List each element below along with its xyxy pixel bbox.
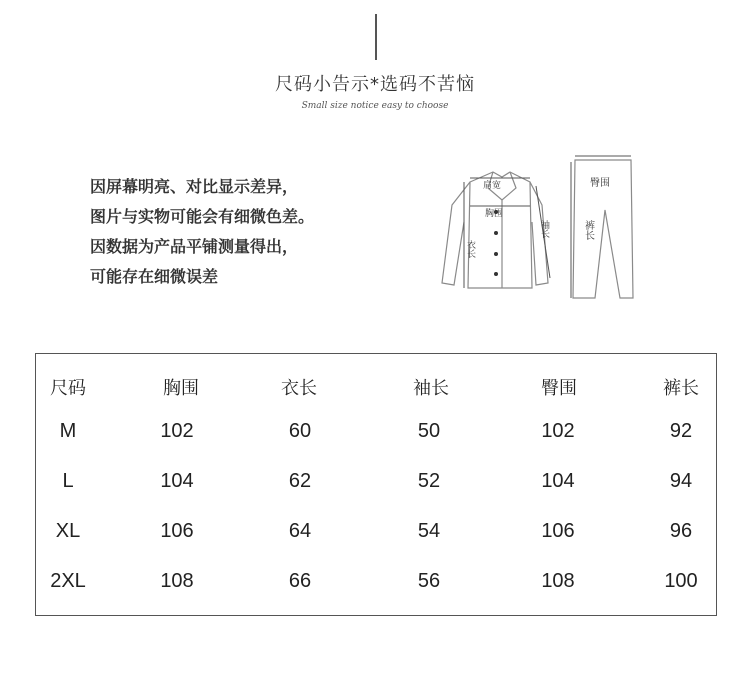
- table-header-sleeve: 袖长: [413, 378, 449, 399]
- measurement-diagram: [430, 150, 650, 310]
- table-header-size: 尺码: [50, 378, 86, 399]
- button-icon: [494, 272, 498, 276]
- table-cell: 2XL: [50, 570, 86, 592]
- table-header-chest: 胸围: [163, 378, 199, 399]
- page-subtitle: Small size notice easy to choose: [301, 101, 449, 111]
- table-cell: L: [62, 470, 74, 492]
- pajama-measure-illustration: [430, 150, 650, 310]
- table-cell: 94: [669, 470, 693, 492]
- table-cell: 54: [417, 520, 441, 542]
- label-shoulder: 肩宽: [483, 181, 502, 191]
- label-chest: 胸围: [485, 209, 504, 219]
- table-cell: 50: [417, 420, 441, 442]
- page-title: 尺码小告示*选码不苦恼: [275, 74, 475, 95]
- shirt-left-sleeve: [442, 182, 470, 285]
- top-divider-line: [375, 14, 377, 60]
- table-cell: 102: [541, 420, 575, 442]
- label-length: 衣长: [465, 240, 475, 258]
- table-cell: XL: [55, 520, 81, 542]
- table-cell: 52: [417, 470, 441, 492]
- button-icon: [494, 252, 498, 256]
- table-cell: 60: [288, 420, 312, 442]
- note-line: 因屏幕明亮、对比显示差异，: [90, 177, 299, 196]
- table-cell: 66: [288, 570, 312, 592]
- table-cell: 106: [541, 520, 575, 542]
- table-cell: 100: [664, 570, 698, 592]
- color-difference-note: [90, 172, 314, 292]
- note-line: 因数据为产品平铺测量得出，: [90, 237, 299, 256]
- table-header-pants-length: 裤长: [663, 378, 699, 399]
- note-line: 可能存在细微误差: [90, 267, 219, 286]
- table-header-top-length: 衣长: [281, 378, 317, 399]
- table-cell: 62: [288, 470, 312, 492]
- label-sleeve: 袖长: [539, 220, 549, 238]
- table-cell: 104: [541, 470, 575, 492]
- table-cell: 96: [669, 520, 693, 542]
- table-cell: 106: [160, 520, 194, 542]
- table-cell: 104: [160, 470, 194, 492]
- note-line: 图片与实物可能会有细微色差。: [90, 207, 315, 226]
- label-pants-length: 裤长: [582, 220, 594, 240]
- table-header-hip: 臀围: [541, 378, 577, 399]
- table-cell: M: [59, 420, 77, 442]
- table-cell: 102: [160, 420, 194, 442]
- table-cell: 56: [417, 570, 441, 592]
- button-icon: [494, 231, 498, 235]
- table-cell: 108: [541, 570, 575, 592]
- table-cell: 108: [160, 570, 194, 592]
- size-table: [35, 353, 717, 616]
- table-cell: 92: [669, 420, 693, 442]
- table-cell: 64: [288, 520, 312, 542]
- label-hip: 臀围: [590, 178, 610, 189]
